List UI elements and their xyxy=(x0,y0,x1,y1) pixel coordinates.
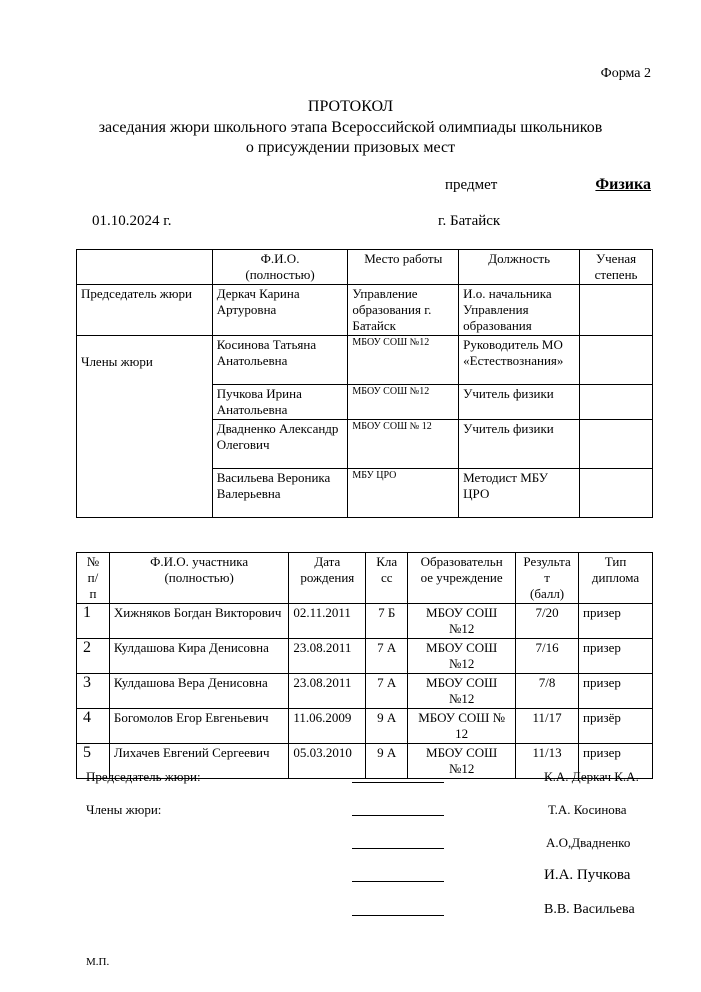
signature-line xyxy=(352,770,444,783)
stamp-label: М.П. xyxy=(86,956,110,968)
signature-members-label: Члены жюри: xyxy=(86,802,162,817)
participant-name: Лихачев Евгений Сергеевич xyxy=(109,744,288,779)
member-degree xyxy=(580,420,653,469)
chair-work: Управление образования г. Батайск xyxy=(348,285,459,336)
participant-school: МБОУ СОШ №12 xyxy=(408,744,516,779)
protocol-city: г. Батайск xyxy=(438,213,501,229)
participant-result: 11/17 xyxy=(516,709,579,744)
subject-label: предмет xyxy=(445,177,498,193)
header-diploma: Тип диплома xyxy=(579,553,653,604)
header-num: № п/ п xyxy=(77,553,110,604)
participant-dob: 23.08.2011 xyxy=(289,674,366,709)
participant-result: 7/20 xyxy=(516,604,579,639)
member-name: Васильева Вероника Валерьевна xyxy=(212,469,348,518)
header-dob: Дата рождения xyxy=(289,553,366,604)
member-name: Двадненко Александр Олегович xyxy=(212,420,348,469)
participant-row xyxy=(77,604,653,639)
signature-line xyxy=(352,869,444,882)
member-position: Методист МБУ ЦРО xyxy=(459,469,580,518)
participant-dob: 02.11.2011 xyxy=(289,604,366,639)
participants-table xyxy=(76,552,653,779)
participant-num: 5 xyxy=(77,744,110,779)
participant-class: 7 А xyxy=(366,639,408,674)
member-work: МБОУ СОШ №12 xyxy=(348,336,459,385)
participant-diploma: призёр xyxy=(579,709,653,744)
chair-position: И.о. начальника Управления образования xyxy=(459,285,580,336)
jury-header-role xyxy=(77,250,213,285)
participant-result: 7/16 xyxy=(516,639,579,674)
document-subtitle-1: заседания жюри школьного этапа Всероссийской олимпиады школьников xyxy=(98,119,603,136)
participant-class: 7 А xyxy=(366,674,408,709)
header-school: Образовательн ое учреждение xyxy=(408,553,516,604)
signature-name-chair: К.А. Деркач К.А. xyxy=(544,769,639,784)
participant-diploma: призер xyxy=(579,639,653,674)
signature-name: Т.А. Косинова xyxy=(548,802,627,817)
jury-row-member xyxy=(77,336,653,385)
participant-name: Кулдашова Вера Денисовна xyxy=(109,674,288,709)
jury-header-position: Должность xyxy=(459,250,580,285)
document-title: ПРОТОКОЛ xyxy=(307,98,394,115)
jury-header-work: Место работы xyxy=(348,250,459,285)
participant-result: 7/8 xyxy=(516,674,579,709)
participant-diploma: призер xyxy=(579,674,653,709)
header-class: Кла сс xyxy=(366,553,408,604)
member-work: МБУ ЦРО xyxy=(348,469,459,518)
participants-header-row xyxy=(77,553,653,604)
member-degree xyxy=(580,385,653,420)
jury-row-chair xyxy=(77,285,653,336)
chair-label: Председатель жюри xyxy=(77,285,213,336)
participant-num: 3 xyxy=(77,674,110,709)
participant-class: 7 Б xyxy=(366,604,408,639)
participant-dob: 05.03.2010 xyxy=(289,744,366,779)
member-degree xyxy=(580,469,653,518)
participant-dob: 11.06.2009 xyxy=(289,709,366,744)
jury-table xyxy=(76,249,653,518)
participant-diploma: призер xyxy=(579,744,653,779)
member-degree xyxy=(580,336,653,385)
participant-num: 2 xyxy=(77,639,110,674)
jury-header-name: Ф.И.О. (полностью) xyxy=(212,250,348,285)
member-name: Косинова Татьяна Анатольевна xyxy=(212,336,348,385)
header-result: Результа т (балл) xyxy=(516,553,579,604)
signature-name: В.В. Васильева xyxy=(544,902,635,917)
participant-name: Богомолов Егор Евгеньевич xyxy=(109,709,288,744)
member-position: Руководитель МО «Естествознания» xyxy=(459,336,580,385)
signature-name: А.О,Двадненко xyxy=(546,835,631,850)
participant-num: 4 xyxy=(77,709,110,744)
signature-line xyxy=(352,803,444,816)
participant-name: Кулдашова Кира Денисовна xyxy=(109,639,288,674)
participant-school: МБОУ СОШ №12 xyxy=(408,639,516,674)
subject-value: Физика xyxy=(595,176,651,193)
participant-row xyxy=(77,674,653,709)
member-position: Учитель физики xyxy=(459,420,580,469)
signature-chair-label: Председатель жюри: xyxy=(86,769,201,784)
protocol-date: 01.10.2024 г. xyxy=(92,213,172,229)
signature-line xyxy=(352,836,444,849)
jury-header-row xyxy=(77,250,653,285)
header-name: Ф.И.О. участника (полностью) xyxy=(109,553,288,604)
member-name: Пучкова Ирина Анатольевна xyxy=(212,385,348,420)
signature-name: И.А. Пучкова xyxy=(544,867,631,883)
chair-name: Деркач Карина Артуровна xyxy=(212,285,348,336)
chair-degree xyxy=(580,285,653,336)
participant-diploma: призер xyxy=(579,604,653,639)
participant-name: Хижняков Богдан Викторович xyxy=(109,604,288,639)
participant-row xyxy=(77,639,653,674)
signature-line xyxy=(352,903,444,916)
participant-school: МБОУ СОШ №12 xyxy=(408,674,516,709)
participant-class: 9 А xyxy=(366,744,408,779)
participant-school: МБОУ СОШ № 12 xyxy=(408,709,516,744)
participant-dob: 23.08.2011 xyxy=(289,639,366,674)
member-position: Учитель физики xyxy=(459,385,580,420)
participant-result: 11/13 xyxy=(516,744,579,779)
form-label: Форма 2 xyxy=(600,66,651,81)
document-subtitle-2: о присуждении призовых мест xyxy=(245,139,456,156)
participant-class: 9 А xyxy=(366,709,408,744)
participant-num: 1 xyxy=(77,604,110,639)
jury-header-degree: Ученая степень xyxy=(580,250,653,285)
member-work: МБОУ СОШ № 12 xyxy=(348,420,459,469)
participant-row xyxy=(77,709,653,744)
members-label: Члены жюри xyxy=(77,336,213,518)
participant-school: МБОУ СОШ №12 xyxy=(408,604,516,639)
member-work: МБОУ СОШ №12 xyxy=(348,385,459,420)
